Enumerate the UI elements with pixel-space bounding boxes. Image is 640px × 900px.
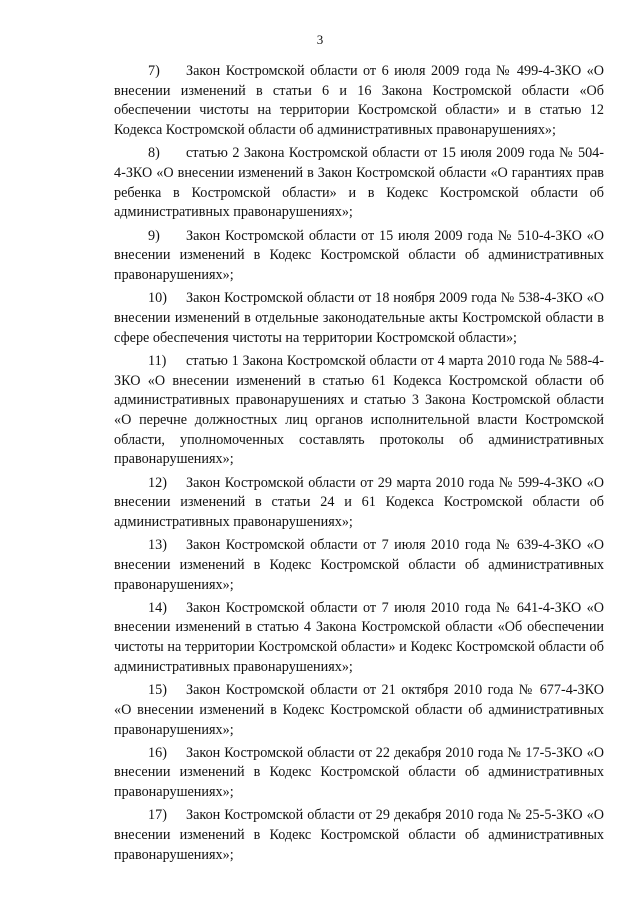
item-text: Закон Костромской области от 29 марта 2010 года № 599-4-ЗКО «О внесении изменений в статьи 24 и 61 Кодекса Костромской области об административных правонарушениях»; bbox=[114, 474, 604, 530]
item-number: 11) bbox=[148, 352, 167, 369]
item-text: Закон Костромской области от 7 июля 2010 года № 639-4-ЗКО «О внесении изменений в Кодекс Костромской области об административных правонарушениях»; bbox=[114, 537, 604, 593]
item-number: 12) bbox=[148, 474, 167, 491]
item-number: 9) bbox=[148, 227, 160, 244]
item-text: Закон Костромской области от 6 июля 2009 года № 499-4-ЗКО «О внесении изменений в статьи 6 и 16 Закона Костромской области «Об обеспечении чистоты на территории Костромской области» и в статью 12 Кодекса Костромской области об административных правонарушениях»; bbox=[114, 63, 604, 139]
list-item bbox=[114, 806, 604, 865]
list-item bbox=[114, 744, 604, 803]
item-text: Закон Костромской области от 22 декабря 2010 года № 17-5-ЗКО «О внесении изменений в Кодекс Костромской области об административных правонарушениях»; bbox=[114, 744, 604, 801]
page-number: 3 bbox=[316, 32, 324, 47]
list-item bbox=[114, 474, 604, 533]
item-number: 13) bbox=[148, 537, 167, 554]
item-text: Закон Костромской области от 21 октября 2010 года № 677-4-ЗКО «О внесении изменений в Кодекс Костромской области об административных правонарушениях»; bbox=[114, 682, 604, 738]
item-number: 17) bbox=[148, 807, 167, 824]
list-item bbox=[114, 599, 604, 678]
list-item bbox=[114, 144, 604, 223]
item-number: 14) bbox=[148, 599, 167, 616]
document-body bbox=[114, 62, 604, 869]
item-number: 15) bbox=[148, 682, 167, 699]
list-item bbox=[114, 289, 604, 348]
list-item bbox=[114, 536, 604, 595]
item-text: статью 1 Закона Костромской области от 4 марта 2010 года № 588-4-ЗКО «О внесении изменений в статью 61 Кодекса Костромской области об административных правонарушениях и статью 3 Закона Костромской области «О перечне должностных лиц органов исполнительной власти Костромской области, уполномоченных составлять протоколы об административных правонарушениях»; bbox=[114, 352, 604, 468]
list-item bbox=[114, 681, 604, 740]
item-number: 7) bbox=[148, 63, 160, 79]
item-number: 16) bbox=[148, 744, 167, 761]
item-number: 10) bbox=[148, 290, 167, 307]
list-item bbox=[114, 227, 604, 286]
item-text: Закон Костромской области от 15 июля 2009 года № 510-4-ЗКО «О внесении изменений в Кодекс Костромской области об административных правонарушениях»; bbox=[114, 227, 604, 284]
item-text: Закон Костромской области от 7 июля 2010 года № 641-4-ЗКО «О внесении изменений в статью 4 Закона Костромской области «Об обеспечении чистоты на территории Костромской области» и Кодекс Костромской области об административных правонарушениях»; bbox=[114, 599, 604, 675]
list-item bbox=[114, 62, 604, 141]
item-text: Закон Костромской области от 18 ноября 2009 года № 538-4-ЗКО «О внесении изменений в отдельные законодательные акты Костромской области в сфере обеспечения чистоты на территории Костромской области»; bbox=[114, 290, 604, 346]
item-text: статью 2 Закона Костромской области от 15 июля 2009 года № 504-4-ЗКО «О внесении изменений в Закон Костромской области «О гарантиях прав ребенка в Костромской области» и в Кодекс Костромской области об административных правонарушениях»; bbox=[114, 145, 604, 221]
item-text: Закон Костромской области от 29 декабря 2010 года № 25-5-ЗКО «О внесении изменений в Кодекс Костромской области об административных правонарушениях»; bbox=[114, 807, 604, 863]
item-number: 8) bbox=[148, 145, 160, 162]
list-item bbox=[114, 352, 604, 470]
